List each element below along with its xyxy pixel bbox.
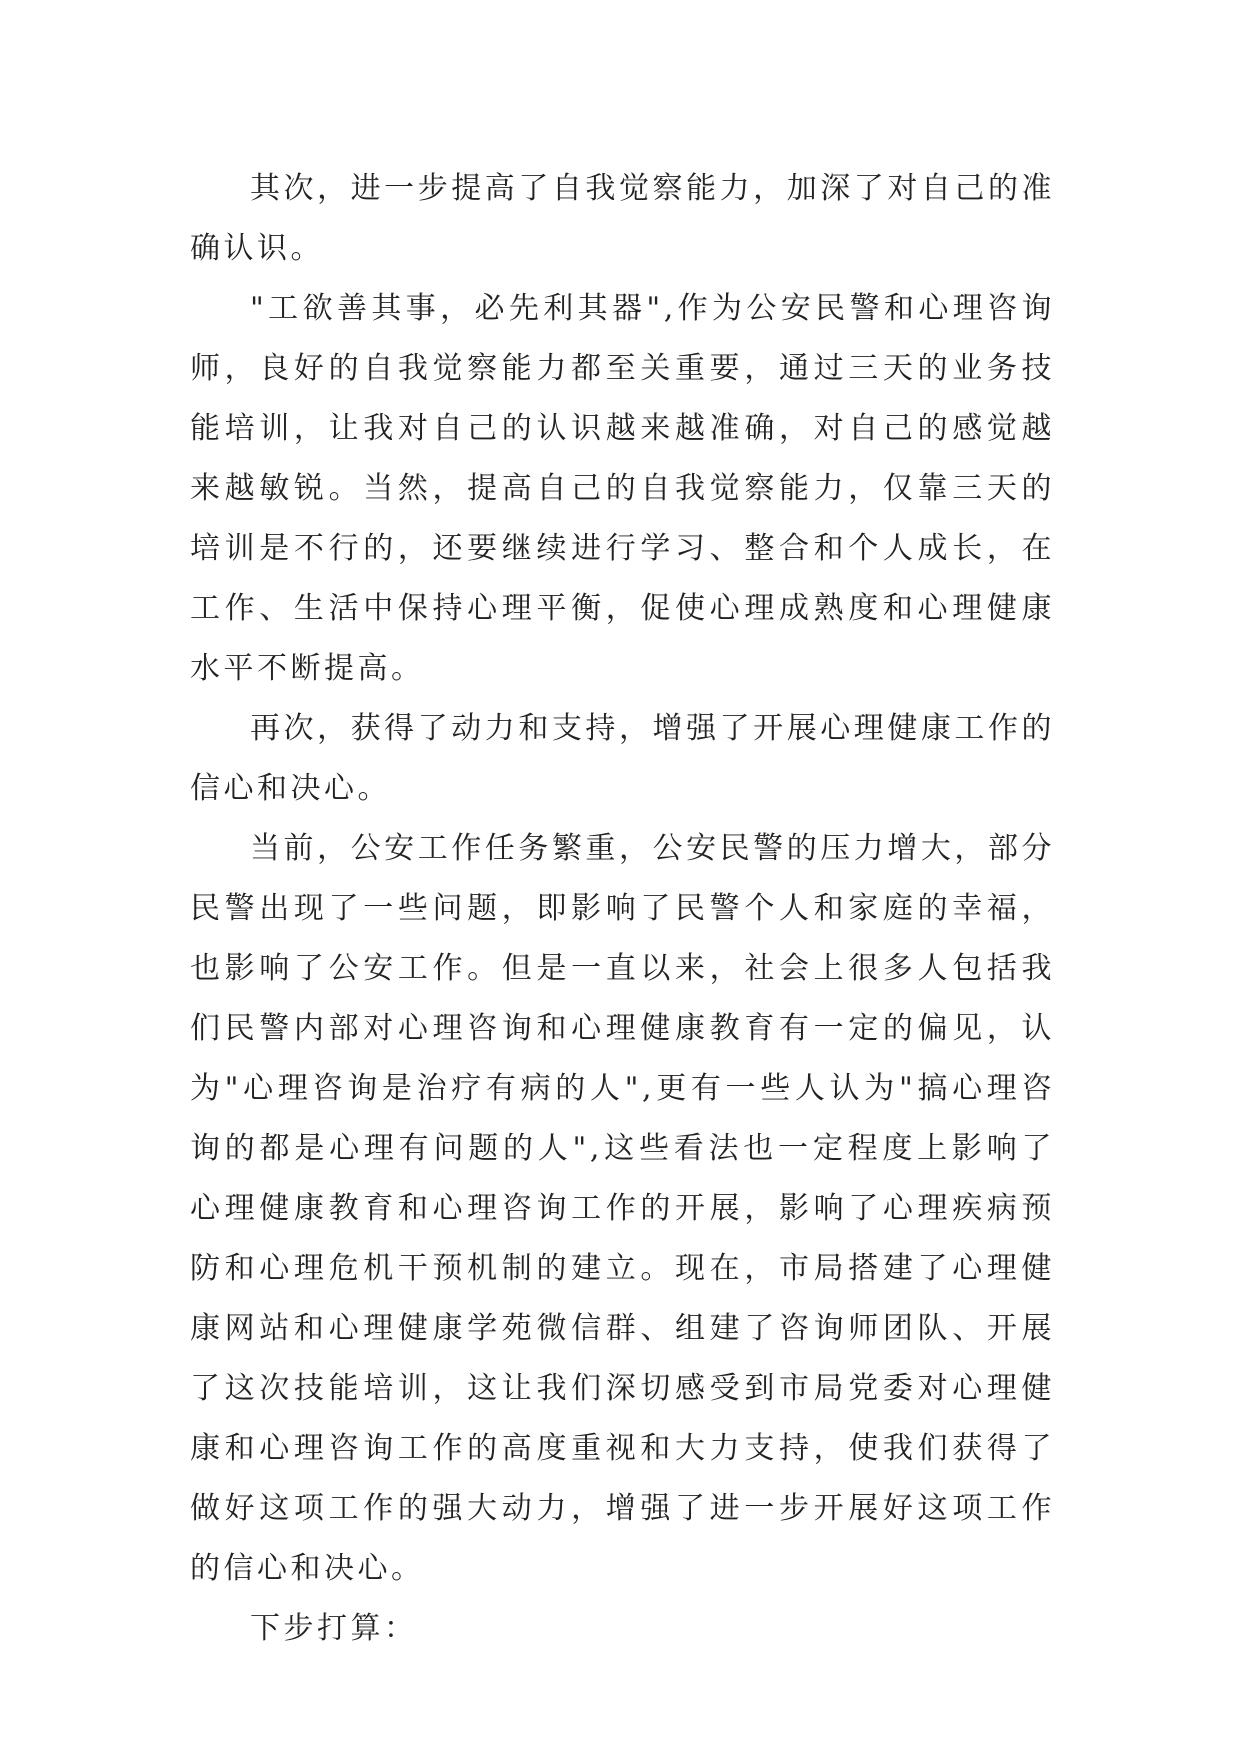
paragraph-motivation-body: 当前，公安工作任务繁重，公安民警的压力增大，部分民警出现了一些问题，即影响了民警个人和家庭的幸福，也影响了公安工作。但是一直以来，社会上很多人包括我们民警内部对心理咨询和心理健康教育有一定的偏见，认为"心理咨询是治疗有病的人",更有一些人认为"搞心理咨询的都是心理有问题的人",这些看法也一定程度上影响了心理健康教育和心理咨询工作的开展，影响了心理疾病预防和心理危机干预机制的建立。现在，市局搭建了心理健康网站和心理健康学苑微信群、组建了咨询师团队、开展了这次技能培训，这让我们深切感受到市局党委对心理健康和心理咨询工作的高度重视和大力支持，使我们获得了做好这项工作的强大动力，增强了进一步开展好这项工作的信心和决心。: [190, 831, 1055, 1586]
paragraph-next-steps-heading: 下步打算：: [250, 1611, 418, 1646]
document-body: [190, 159, 1055, 1659]
paragraph-motivation-heading: 再次，获得了动力和支持，增强了开展心理健康工作的信心和决心。: [190, 711, 1055, 806]
paragraph-self-awareness-body: "工欲善其事，必先利其器",作为公安民警和心理咨询师，良好的自我觉察能力都至关重要，通过三天的业务技能培训，让我对自己的认识越来越准确，对自己的感觉越来越敏锐。当然，提高自己的自我觉察能力，仅靠三天的培训是不行的，还要继续进行学习、整合和个人成长，在工作、生活中保持心理平衡，促使心理成熟度和心理健康水平不断提高。: [190, 291, 1055, 686]
paragraph-self-awareness-heading: 其次，进一步提高了自我觉察能力，加深了对自己的准确认识。: [190, 171, 1055, 266]
